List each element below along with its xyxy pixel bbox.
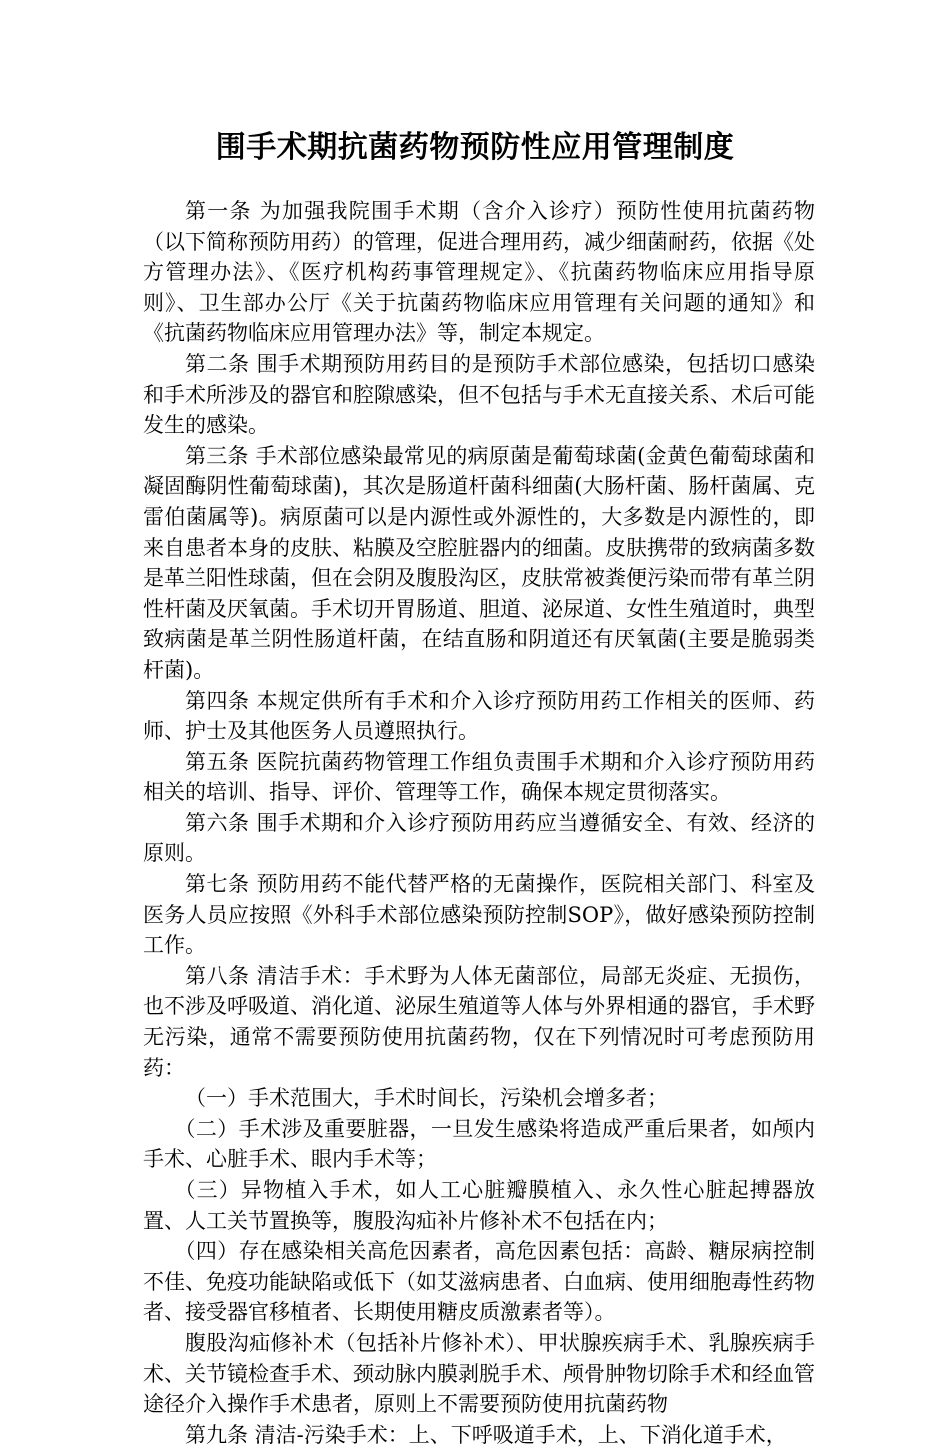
article-8-item-4: （四）存在感染相关高危因素者，高危因素包括：高龄、糖尿病控制不佳、免疫功能缺陷或低下（如艾滋病患者、白血病、使用细胞毒性药物者、接受器官移植者、长期使用糖皮质激素者等）。 — [143, 1239, 815, 1325]
article-9: 第九条 清洁-污染手术：上、下呼吸道手术，上、下消化道手术， — [185, 1422, 787, 1447]
article-3: 第三条 手术部位感染最常见的病原菌是葡萄球菌(金黄色葡萄球菌和凝固酶阴性葡萄球菌)，其次是肠道杆菌科细菌(大肠杆菌、肠杆菌属、克雷伯菌属等)。病原菌可以是内源性或外源性的，大多数是内源性的，即来自患者本身的皮肤、粘膜及空腔脏器内的细菌。皮肤携带的致病菌多数是革兰阳性球菌，但在会阴及腹股沟区，皮肤常被粪便污染而带有革兰阴性杆菌及厌氧菌。手术切开胃肠道、胆道、泌尿道、女性生殖道时，典型致病菌是革兰阴性肠道杆菌，在结直肠和阴道还有厌氧菌(主要是脆弱类杆菌)。 — [143, 443, 815, 682]
document-body — [143, 196, 815, 1450]
article-8-item-2: （二）手术涉及重要脏器，一旦发生感染将造成严重后果者，如颅内手术、心脏手术、眼内手术等； — [143, 1116, 815, 1172]
document-title: 围手术期抗菌药物预防性应用管理制度 — [215, 130, 735, 165]
article-2: 第二条 围手术期预防用药目的是预防手术部位感染，包括切口感染和手术所涉及的器官和腔隙感染，但不包括与手术无直接关系、术后可能发生的感染。 — [143, 351, 815, 438]
article-8: 第八条 清洁手术：手术野为人体无菌部位，局部无炎症、无损伤，也不涉及呼吸道、消化道、泌尿生殖道等人体与外界相通的器官，手术野无污染，通常不需要预防使用抗菌药物，仅在下列情况时可考虑预防用药： — [143, 963, 815, 1080]
article-8-item-1: （一）手术范围大，手术时间长，污染机会增多者； — [185, 1086, 668, 1111]
article-8-note: 腹股沟疝修补术（包括补片修补术）、甲状腺疾病手术、乳腺疾病手术、关节镜检查手术、颈动脉内膜剥脱手术、颅骨肿物切除手术和经血管途径介入操作手术患者，原则上不需要预防使用抗菌药物 — [143, 1330, 815, 1417]
article-8-item-3: （三）异物植入手术，如人工心脏瓣膜植入、永久性心脏起搏器放置、人工关节置换等，腹股沟疝补片修补术不包括在内； — [143, 1178, 815, 1233]
article-5: 第五条 医院抗菌药物管理工作组负责围手术期和介入诊疗预防用药相关的培训、指导、评价、管理等工作，确保本规定贯彻落实。 — [143, 749, 815, 805]
article-4: 第四条 本规定供所有手术和介入诊疗预防用药工作相关的医师、药师、护士及其他医务人员遵照执行。 — [143, 688, 815, 744]
article-6: 第六条 围手术期和介入诊疗预防用药应当遵循安全、有效、经济的原则。 — [143, 810, 815, 866]
article-1: 第一条 为加强我院围手术期（含介入诊疗）预防性使用抗菌药物（以下简称预防用药）的管理，促进合理用药，减少细菌耐药，依据《处方管理办法》、《医疗机构药事管理规定》、《抗菌药物临床应用指导原则》、卫生部办公厅《关于抗菌药物临床应用管理有关问题的通知》和《抗菌药物临床应用管理办法》等，制定本规定。 — [143, 199, 815, 346]
article-7: 第七条 预防用药不能代替严格的无菌操作，医院相关部门、科室及医务人员应按照《外科手术部位感染预防控制SOP》，做好感染预防控制工作。 — [143, 872, 815, 958]
